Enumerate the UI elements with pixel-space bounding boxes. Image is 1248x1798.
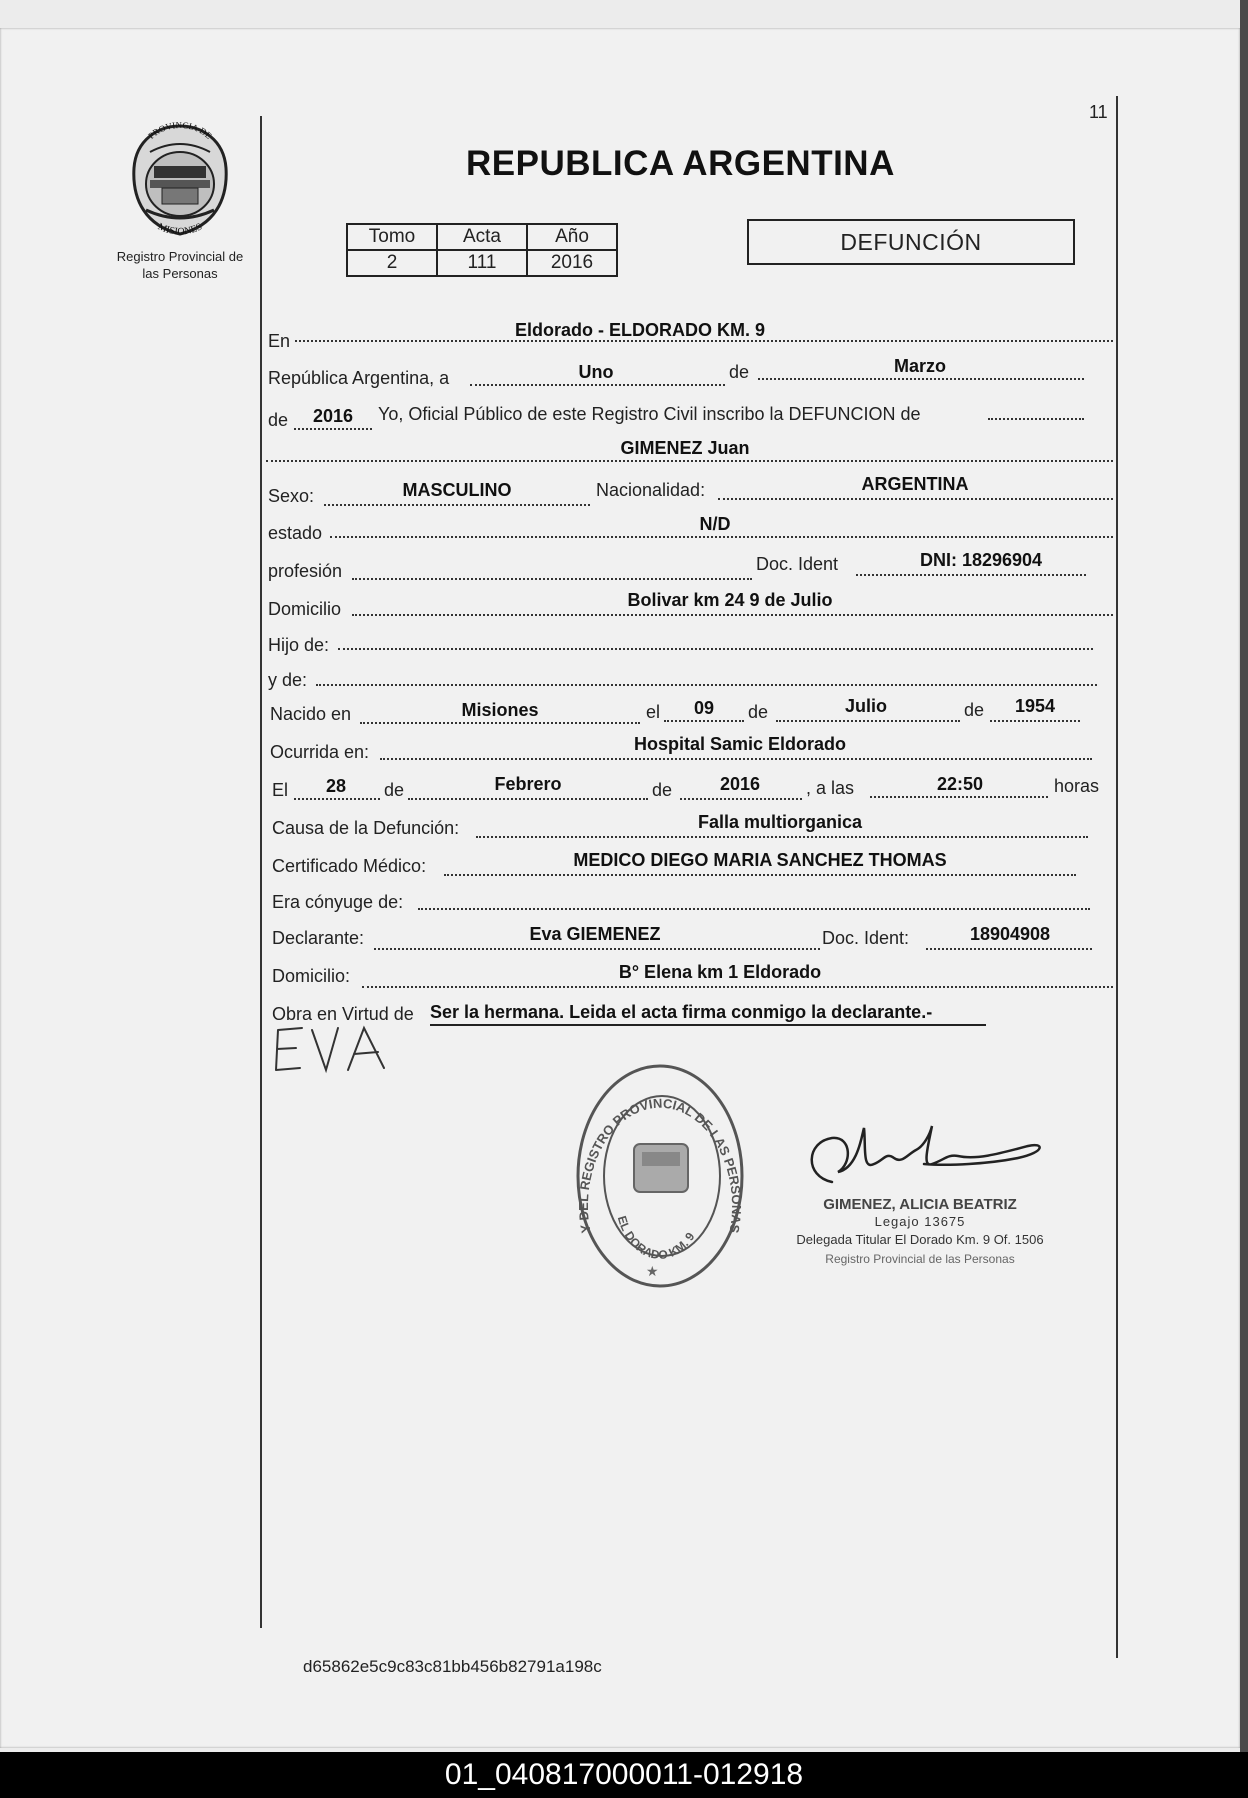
label-conyuge: Era cónyuge de:: [272, 892, 404, 912]
dots-profesion: [352, 578, 752, 580]
dots-def-hora: [870, 796, 1048, 798]
value-mes-letras: Marzo: [893, 356, 946, 376]
acta-label: Acta: [437, 224, 527, 250]
label-republica: República Argentina, a: [268, 368, 450, 388]
value-ocurrida-en: Hospital Samic Eldorado: [633, 734, 847, 754]
label-de-5: de: [384, 780, 405, 800]
label-nacionalidad: Nacionalidad:: [596, 480, 706, 500]
value-nac-dia: 09: [693, 698, 715, 718]
svg-text:Y DEL REGISTRO PROVINCIAL DE L: Y DEL REGISTRO PROVINCIAL DE LAS PERSONAS: [575, 1095, 745, 1235]
dots-domicilio: [352, 614, 1113, 616]
value-def-anio: 2016: [719, 774, 761, 794]
certificate-sheet: [0, 28, 1240, 1748]
signer-cargo: Delegada Titular El Dorado Km. 9 Of. 1506: [796, 1232, 1044, 1247]
dots-sexo: [324, 504, 590, 506]
label-a-las: , a las: [806, 778, 855, 798]
label-sexo: Sexo:: [268, 486, 315, 506]
acta-value: 111: [437, 250, 527, 276]
svg-text:PROVINCIA DE: PROVINCIA DE: [146, 122, 214, 141]
value-def-hora: 22:50: [936, 774, 984, 794]
dots-def-mes: [408, 798, 648, 800]
underline-obra: [430, 1024, 986, 1026]
label-el: el: [646, 702, 661, 722]
value-estado: N/D: [699, 514, 731, 534]
signer-name: GIMENEZ, ALICIA BEATRIZ: [823, 1196, 1017, 1213]
dots-nacionalidad: [718, 498, 1113, 500]
dots-ocurrida-en: [380, 758, 1092, 760]
label-de-3: de: [748, 702, 769, 722]
dots-nac-dia: [664, 720, 744, 722]
left-margin-line: [260, 116, 262, 1628]
label-doc-ident-2: Doc. Ident:: [822, 928, 910, 948]
record-type-box: DEFUNCIÓN: [747, 219, 1075, 265]
dots-certificado: [444, 874, 1076, 876]
label-de-1: de: [729, 362, 750, 382]
anio-value: 2016: [527, 250, 617, 276]
value-def-mes: Febrero: [494, 774, 562, 794]
label-profesion: profesión: [268, 561, 343, 581]
value-nac-mes: Julio: [844, 696, 887, 716]
dots-def-anio: [680, 798, 802, 800]
label-de-4: de: [964, 700, 985, 720]
label-de-6: de: [652, 780, 673, 800]
registry-seal-stamp: [572, 1058, 748, 1294]
dots-nombre: [266, 460, 1113, 462]
tomo-value: 2: [347, 250, 437, 276]
label-domicilio-2: Domicilio:: [272, 966, 351, 986]
document-hash: d65862e5c9c83c81bb456b82791a198c: [303, 1657, 602, 1676]
label-horas: horas: [1054, 776, 1100, 796]
value-declarante: Eva GIEMENEZ: [529, 924, 661, 944]
label-en: En: [268, 331, 291, 351]
tomo-acta-table: [346, 223, 618, 277]
label-doc-ident: Doc. Ident: [756, 554, 839, 574]
dots-def-dia: [294, 798, 380, 800]
dots-conyuge: [418, 908, 1090, 910]
provincial-crest-icon: [128, 122, 232, 238]
tomo-label: Tomo: [347, 224, 437, 250]
value-domicilio: Bolivar km 24 9 de Julio: [627, 590, 833, 610]
signer-legajo: Legajo 13675: [874, 1214, 966, 1229]
label-de-2: de: [268, 410, 289, 430]
right-margin-line: [1116, 96, 1118, 1658]
signer-org: Registro Provincial de las Personas: [825, 1252, 1015, 1266]
registry-name: Registro Provincial de las Personas: [116, 249, 244, 281]
value-nacido-en: Misiones: [461, 700, 539, 720]
dots-anio: [294, 428, 372, 430]
dots-dia: [470, 384, 725, 386]
dots-y-de: [316, 684, 1097, 686]
label-ocurrida-en: Ocurrida en:: [270, 742, 370, 762]
dots-doc: [856, 574, 1086, 576]
label-domicilio: Domicilio: [268, 599, 342, 619]
dots-hijo-de: [338, 648, 1093, 650]
value-lugar: Eldorado - ELDORADO KM. 9: [514, 320, 765, 340]
label-y-de: y de:: [268, 670, 308, 690]
label-el-cap: El: [272, 780, 289, 800]
dots-domicilio-2: [362, 986, 1113, 988]
value-doc: DNI: 18296904: [919, 550, 1043, 570]
dots-nacido-en: [360, 722, 640, 724]
dots-yo: [988, 418, 1084, 420]
svg-text:EL DORADO KM. 9: EL DORADO KM. 9: [614, 1214, 698, 1263]
value-sexo: MASCULINO: [402, 480, 512, 500]
label-certificado: Certificado Médico:: [272, 856, 427, 876]
label-declarante: Declarante:: [272, 928, 365, 948]
value-def-dia: 28: [325, 776, 347, 796]
dots-mes: [758, 378, 1084, 380]
svg-text:★: ★: [646, 1263, 659, 1279]
label-causa: Causa de la Defunción:: [272, 818, 460, 838]
label-estado: estado: [268, 523, 323, 543]
value-anio-inscripcion: 2016: [312, 406, 354, 426]
dots-causa: [476, 836, 1088, 838]
value-nac-anio: 1954: [1014, 696, 1056, 716]
page-number: 11: [1089, 102, 1108, 122]
anio-label: Año: [527, 224, 617, 250]
handwritten-eva: [272, 1024, 392, 1076]
dots-estado: [330, 536, 1113, 538]
label-yo: Yo, Oficial Público de este Registro Civil inscribo la DEFUNCION de: [378, 404, 921, 424]
value-declarante-domicilio: B° Elena km 1 Eldorado: [618, 962, 822, 982]
value-causa: Falla multiorganica: [697, 812, 863, 832]
dots-declarante: [374, 948, 820, 950]
official-signature: [798, 1124, 1050, 1192]
label-obra: Obra en Virtud de: [272, 1004, 414, 1024]
value-nacionalidad: ARGENTINA: [861, 474, 969, 494]
value-dia-letras: Uno: [578, 362, 614, 382]
value-certificado: MEDICO DIEGO MARIA SANCHEZ THOMAS: [573, 850, 947, 870]
scan-footer-id: 01_040817000011-012918: [0, 1752, 1248, 1798]
svg-text:MISIONES: MISIONES: [155, 221, 205, 238]
label-hijo-de: Hijo de:: [268, 635, 330, 655]
value-declarante-doc: 18904908: [969, 924, 1051, 944]
page-title: REPUBLICA ARGENTINA: [466, 144, 895, 183]
dots-nac-mes: [776, 720, 960, 722]
dots-declarante-doc: [926, 948, 1092, 950]
value-nombre: GIMENEZ Juan: [620, 438, 750, 458]
value-obra: Ser la hermana. Leida el acta firma conmigo la declarante.-: [430, 1002, 933, 1022]
label-nacido-en: Nacido en: [270, 704, 352, 724]
dots-nac-anio: [990, 720, 1080, 722]
